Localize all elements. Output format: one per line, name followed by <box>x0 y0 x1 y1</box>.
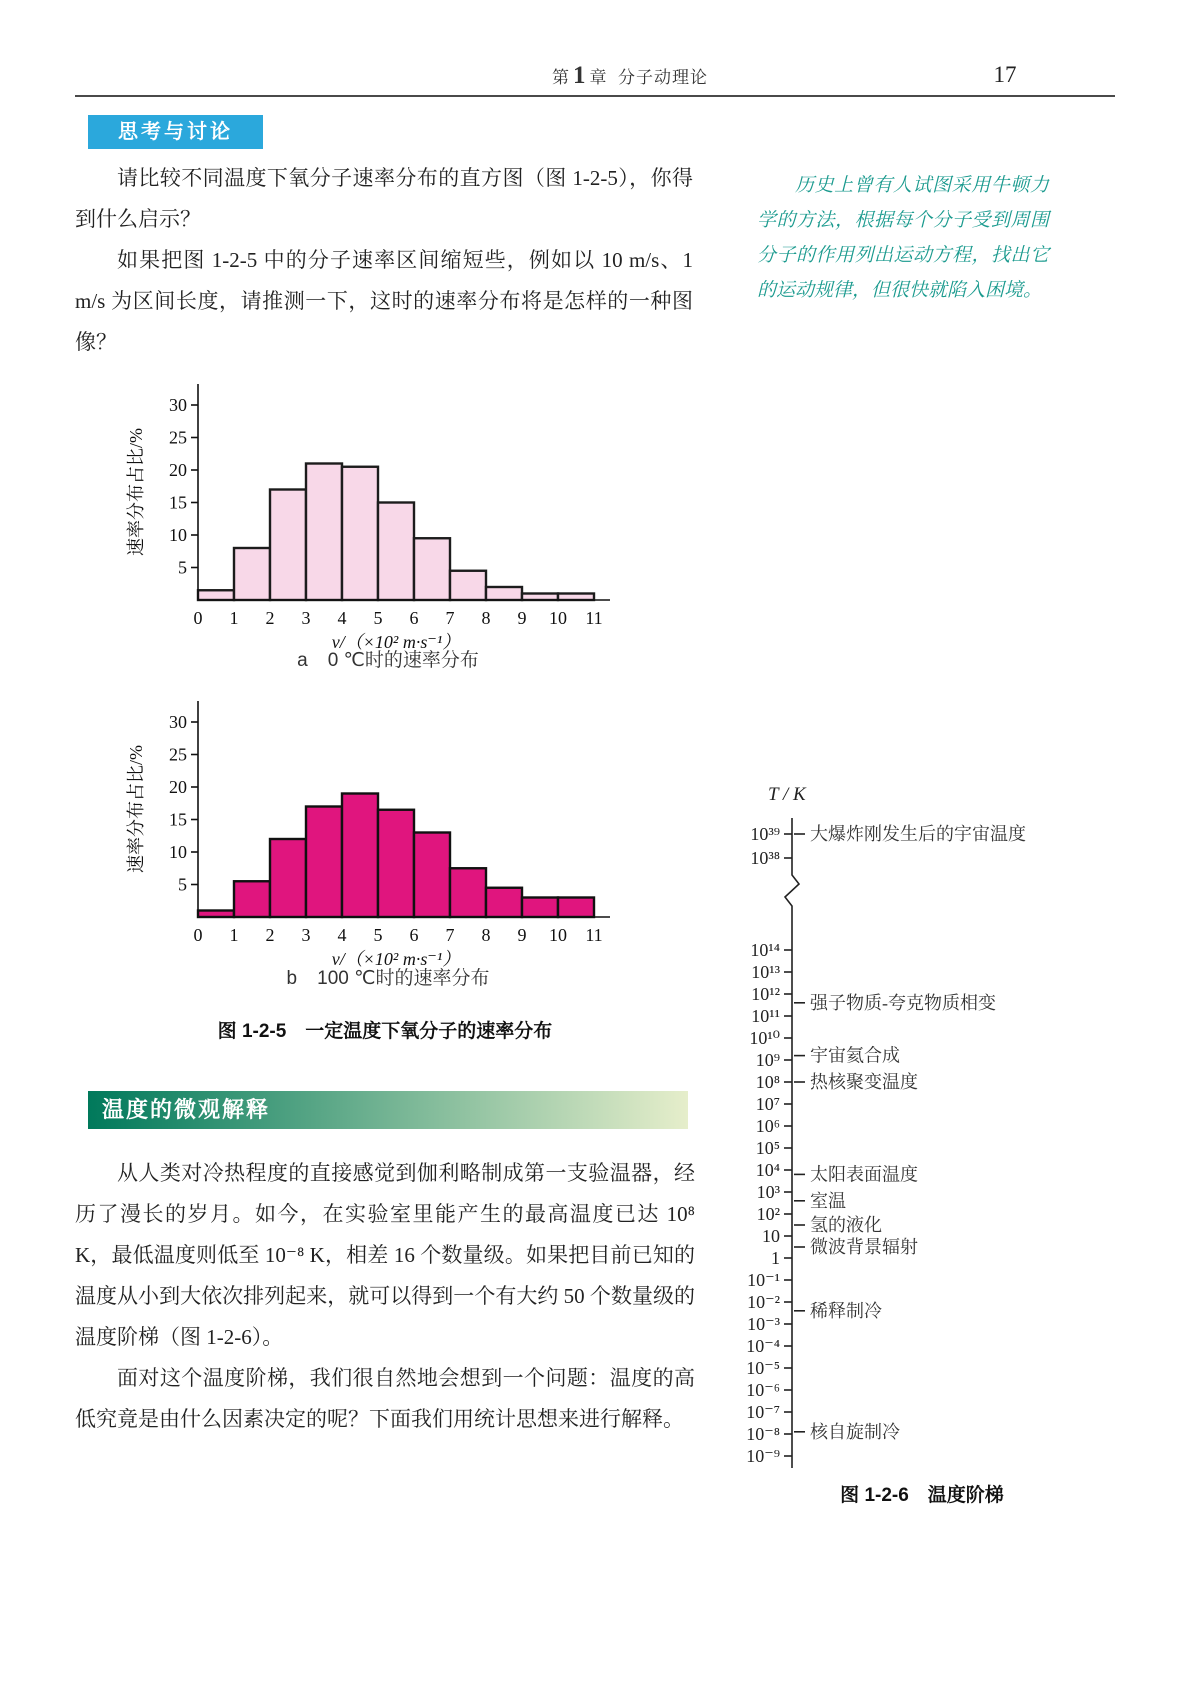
svg-text:10⁸: 10⁸ <box>755 1072 780 1092</box>
svg-text:10³⁸: 10³⁸ <box>750 848 780 868</box>
svg-text:0: 0 <box>193 608 203 628</box>
bar-6-7 <box>414 538 450 600</box>
svg-text:10¹²: 10¹² <box>751 984 780 1004</box>
svg-text:9: 9 <box>517 925 527 945</box>
chapter-number: 1 <box>573 62 587 89</box>
svg-text:10⁵: 10⁵ <box>755 1138 780 1158</box>
svg-text:10: 10 <box>169 525 187 545</box>
bar-4-5 <box>342 467 378 600</box>
bar-7-8 <box>450 868 486 917</box>
temperature-ladder <box>742 780 1102 1485</box>
svg-text:10³: 10³ <box>756 1182 780 1202</box>
bar-6-7 <box>414 833 450 918</box>
svg-text:10¹³: 10¹³ <box>751 962 780 982</box>
svg-text:6: 6 <box>409 925 419 945</box>
svg-text:10⁻⁷: 10⁻⁷ <box>746 1402 780 1422</box>
section-body <box>75 1153 695 1440</box>
bar-10-11 <box>558 594 594 601</box>
bar-2-3 <box>270 839 306 917</box>
svg-text:宇宙氦合成: 宇宙氦合成 <box>810 1045 900 1066</box>
svg-text:室温: 室温 <box>810 1190 846 1211</box>
svg-text:10⁴: 10⁴ <box>755 1160 780 1180</box>
bar-8-9 <box>486 888 522 917</box>
svg-text:5: 5 <box>373 608 383 628</box>
svg-text:10⁻⁸: 10⁻⁸ <box>746 1424 780 1444</box>
bar-7-8 <box>450 571 486 600</box>
svg-text:10²: 10² <box>756 1204 780 1224</box>
think-discuss-badge: 思考与讨论 <box>88 115 263 149</box>
think-paragraph-1: 请比较不同温度下氧分子速率分布的直方图（图 1-2-5），你得到什么启示？ <box>75 166 693 231</box>
svg-text:0: 0 <box>193 925 203 945</box>
histogram-0c <box>118 378 658 655</box>
bar-1-2 <box>234 881 270 917</box>
svg-text:3: 3 <box>301 925 311 945</box>
svg-text:10⁻⁹: 10⁻⁹ <box>746 1446 780 1466</box>
svg-text:10¹⁰: 10¹⁰ <box>749 1028 780 1048</box>
svg-text:v/（×10² m·s⁻¹）: v/（×10² m·s⁻¹） <box>331 949 461 967</box>
caption-a-label: a <box>297 650 308 671</box>
svg-text:25: 25 <box>169 427 187 448</box>
svg-text:3: 3 <box>301 608 311 628</box>
svg-text:1: 1 <box>771 1248 780 1268</box>
svg-text:25: 25 <box>169 744 187 765</box>
svg-text:8: 8 <box>481 608 491 628</box>
svg-text:4: 4 <box>337 608 347 628</box>
svg-text:2: 2 <box>265 608 275 628</box>
svg-text:30: 30 <box>169 395 187 415</box>
figure-1-2-5-caption: 图 1-2-5 一定温度下氧分子的速率分布 <box>217 1021 553 1042</box>
svg-text:10⁻²: 10⁻² <box>747 1292 780 1312</box>
svg-text:8: 8 <box>481 925 491 945</box>
svg-text:v/（×10² m·s⁻¹）: v/（×10² m·s⁻¹） <box>331 632 461 650</box>
svg-text:微波背景辐射: 微波背景辐射 <box>810 1237 918 1257</box>
bar-1-2 <box>234 548 270 600</box>
svg-text:10⁻¹: 10⁻¹ <box>747 1270 780 1290</box>
bar-0-1 <box>198 590 234 600</box>
section-header-bar <box>88 1091 688 1129</box>
svg-text:稀释制冷: 稀释制冷 <box>810 1300 882 1321</box>
svg-text:1: 1 <box>229 608 239 628</box>
svg-text:5: 5 <box>178 874 187 895</box>
svg-text:氢的液化: 氢的液化 <box>810 1215 882 1235</box>
svg-text:10¹¹: 10¹¹ <box>751 1006 780 1026</box>
bar-9-10 <box>522 594 558 601</box>
section-paragraph-1: 从人类对冷热程度的直接感觉到伽利略制成第一支验温器，经历了漫长的岁月。如今，在实验室里能产生的最高温度已达 10⁸ K，最低温度则低至 10⁻⁸ K，相差 16 个数量级。如果把目前已知的温度从小到大依次排列起来，就可以得到一个有大约 50 个数量级的温度阶梯（图 1-2-6）。 <box>75 1161 695 1349</box>
svg-text:20: 20 <box>169 460 187 480</box>
svg-text:10: 10 <box>549 925 567 945</box>
temperature-ladder-svg <box>742 780 1102 1485</box>
svg-text:10⁻⁶: 10⁻⁶ <box>746 1380 780 1400</box>
bar-0-1 <box>198 911 234 918</box>
caption-b-label: b <box>286 968 298 989</box>
svg-text:7: 7 <box>445 608 455 628</box>
svg-text:9: 9 <box>517 608 527 628</box>
svg-text:10⁻³: 10⁻³ <box>747 1314 780 1334</box>
histogram-svg <box>118 695 658 967</box>
svg-text:10⁶: 10⁶ <box>755 1116 780 1136</box>
section-title: 温度的微观解释 <box>102 1097 271 1122</box>
svg-text:20: 20 <box>169 777 187 797</box>
page-number: 17 <box>993 62 1017 87</box>
svg-text:10: 10 <box>762 1226 780 1246</box>
bar-9-10 <box>522 898 558 918</box>
caption-b <box>118 963 658 990</box>
caption-a <box>118 645 658 672</box>
think-discuss-body <box>75 158 693 363</box>
svg-text:5: 5 <box>373 925 383 945</box>
svg-text:30: 30 <box>169 712 187 732</box>
chapter-header <box>470 62 790 90</box>
svg-text:大爆炸刚发生后的宇宙温度: 大爆炸刚发生后的宇宙温度 <box>810 824 1026 844</box>
svg-text:2: 2 <box>265 925 275 945</box>
svg-text:1: 1 <box>229 925 239 945</box>
bar-8-9 <box>486 587 522 600</box>
bar-3-4 <box>306 464 342 601</box>
svg-text:速率分布占比/%: 速率分布占比/% <box>126 745 146 873</box>
svg-text:11: 11 <box>585 925 603 945</box>
bar-3-4 <box>306 807 342 918</box>
svg-text:15: 15 <box>169 492 187 513</box>
think-paragraph-2: 如果把图 1-2-5 中的分子速率区间缩短些，例如以 10 m/s、1 m/s 为区间长度，请推测一下，这时的速率分布将是怎样的一种图像？ <box>75 248 693 354</box>
bar-2-3 <box>270 490 306 601</box>
bar-5-6 <box>378 810 414 917</box>
svg-text:6: 6 <box>409 608 419 628</box>
histogram-100c <box>118 695 658 972</box>
svg-text:10: 10 <box>169 842 187 862</box>
svg-text:强子物质-夸克物质相变: 强子物质-夸克物质相变 <box>810 992 996 1013</box>
histogram-svg <box>118 378 658 650</box>
bar-10-11 <box>558 898 594 918</box>
svg-text:7: 7 <box>445 925 455 945</box>
svg-text:15: 15 <box>169 809 187 830</box>
svg-text:T / K: T / K <box>768 784 806 805</box>
margin-note: 历史上曾有人试图采用牛顿力学的方法，根据每个分子受到周围分子的作用列出运动方程，找出它的运动规律，但很快就陷入困境。 <box>757 175 1049 301</box>
svg-text:11: 11 <box>585 608 603 628</box>
chapter-title: 分子动理论 <box>618 68 708 87</box>
svg-text:10: 10 <box>549 608 567 628</box>
svg-text:5: 5 <box>178 557 187 578</box>
svg-text:10⁷: 10⁷ <box>755 1094 780 1114</box>
svg-text:10⁻⁴: 10⁻⁴ <box>746 1336 780 1356</box>
svg-text:速率分布占比/%: 速率分布占比/% <box>126 428 146 556</box>
bar-4-5 <box>342 794 378 918</box>
svg-text:10⁹: 10⁹ <box>755 1050 780 1070</box>
bar-5-6 <box>378 503 414 601</box>
svg-text:10³⁹: 10³⁹ <box>750 824 780 844</box>
caption-b-text: 100 ℃时的速率分布 <box>317 968 490 989</box>
svg-text:10⁻⁵: 10⁻⁵ <box>746 1358 780 1378</box>
svg-text:4: 4 <box>337 925 347 945</box>
chapter-suffix: 章 <box>589 68 608 87</box>
figure-1-2-6-caption: 图 1-2-6 温度阶梯 <box>840 1485 1004 1506</box>
svg-text:10¹⁴: 10¹⁴ <box>750 940 780 960</box>
header-rule <box>75 95 1115 97</box>
chapter-prefix: 第 <box>552 68 570 87</box>
svg-text:热核聚变温度: 热核聚变温度 <box>810 1072 918 1092</box>
svg-text:太阳表面温度: 太阳表面温度 <box>810 1164 918 1185</box>
svg-text:核自旋制冷: 核自旋制冷 <box>810 1421 900 1442</box>
caption-a-text: 0 ℃时的速率分布 <box>327 650 479 671</box>
section-paragraph-2: 面对这个温度阶梯，我们很自然地会想到一个问题：温度的高低究竟是由什么因素决定的呢？下面我们用统计思想来进行解释。 <box>75 1366 695 1431</box>
